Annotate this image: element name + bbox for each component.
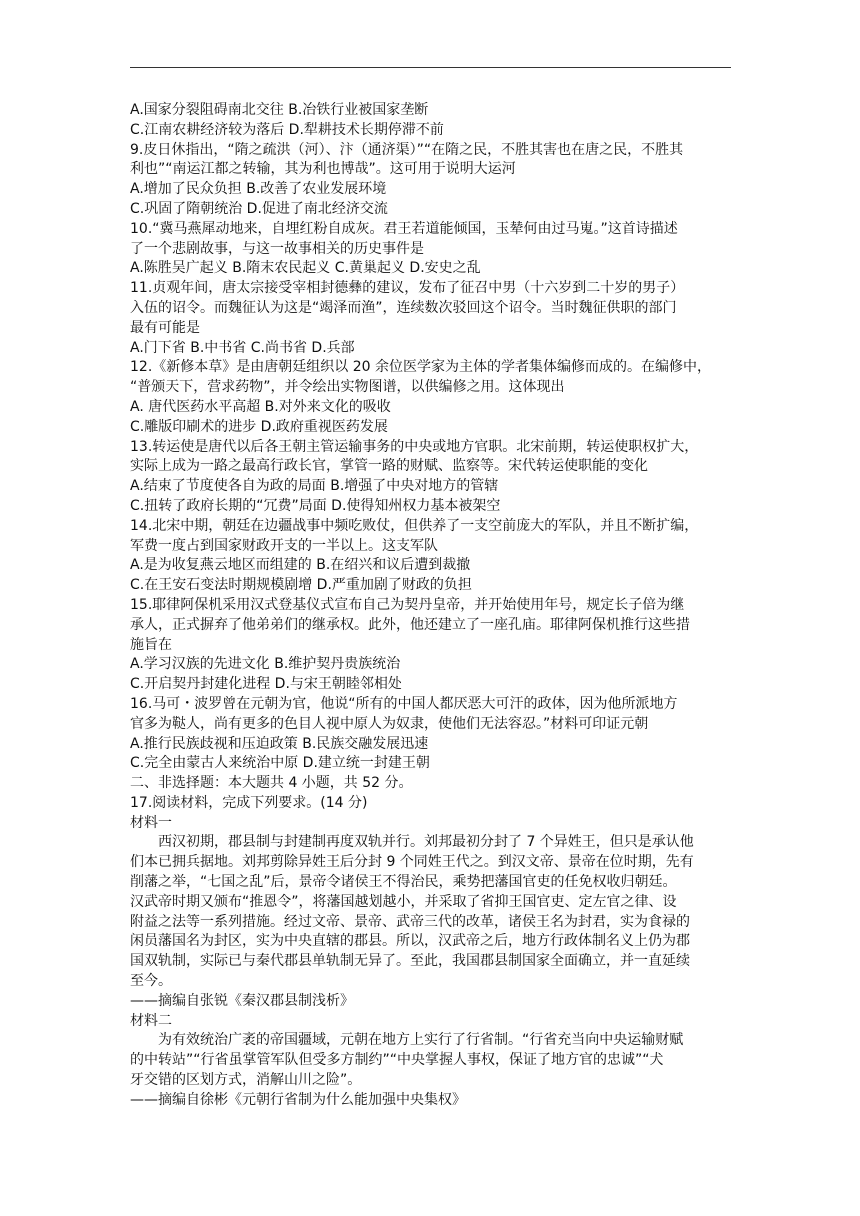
text-line: A.学习汉族的先进文化 B.维护契丹贵族统治: [130, 656, 401, 673]
text-line: 14.北宋中期，朝廷在边疆战事中频吃败仗，但供养了一支空前庞大的军队，并且不断扩编，: [130, 517, 699, 534]
text-line: 11.贞观年间，唐太宗接受宰相封德彝的建议，发布了征召中男（十六岁到二十岁的男子）: [130, 280, 685, 297]
text-line: 承人，正式摒弃了他弟弟们的继承权。此外，他还建立了一座孔庙。耶律阿保机推行这些措: [130, 616, 690, 633]
text-line: 至今。: [130, 973, 172, 990]
text-line: 12.《新修本草》是由唐朝廷组织以 20 余位医学家为主体的学者集体编修而成的。在编修中，: [130, 359, 711, 376]
text-line: C.开启契丹封建化进程 D.与宋王朝睦邻相处: [130, 676, 402, 693]
text-line: “普颁天下，营求药物”，并令绘出实物图谱，以供编修之用。这体现出: [130, 379, 565, 396]
text-line: 附益之法等一系列措施。经过文帝、景帝、武帝三代的改革，诸侯王名为封君，实为食禄的: [130, 913, 690, 930]
text-line: 施旨在: [130, 636, 172, 653]
text-line: A.增加了民众负担 B.改善了农业发展环境: [130, 181, 387, 198]
text-line: 利也”“南运江都之转输，其为利也博哉”。这可用于说明大运河: [130, 161, 516, 178]
text-line: C.扭转了政府长期的“冗费”局面 D.使得知州权力基本被架空: [130, 497, 501, 514]
text-line: 国双轨制，实际已与秦代郡县单轨制无异了。至此，我国郡县制国家全面确立，并一直延续: [130, 953, 690, 970]
text-line: A.推行民族歧视和压迫政策 B.民族交融发展迅速: [130, 735, 429, 752]
text-line: 汉武帝时期又颁布“推恩令”，将藩国越划越小，并采取了省抑王国官吏、定左官之律、设: [130, 893, 677, 910]
text-line: 最有可能是: [130, 319, 200, 336]
text-line: 材料一: [130, 814, 172, 831]
text-line: A.是为收复燕云地区而组建的 B.在绍兴和议后遭到裁撤: [130, 557, 471, 574]
text-line: ——摘编自张锐《秦汉郡县制浅析》: [130, 992, 354, 1009]
text-line: 9.皮日休指出，“隋之疏洪（河）、汴（通济渠）”“在隋之民，不胜其害也在唐之民，不胜其: [130, 141, 684, 158]
header-rule: [130, 67, 731, 68]
text-line: 二、非选择题：本大题共 4 小题，共 52 分。: [130, 775, 413, 792]
text-line: 16.马可・波罗曾在元朝为官，他说“所有的中国人都厌恶大可汗的政体，因为他所派地方: [130, 695, 678, 712]
text-line: 削藩之举，“七国之乱”后，景帝令诸侯王不得治民，乘势把藩国官吏的任免权收归朝廷。: [130, 874, 677, 891]
document-body: [130, 101, 731, 1111]
text-line: 15.耶律阿保机采用汉式登基仪式宣布自己为契丹皇帝，并开始使用年号，规定长子倍为继: [130, 596, 685, 613]
text-line: 为有效统治广袤的帝国疆域，元朝在地方上实行了行省制。“行省充当向中央运输财赋: [158, 1032, 684, 1049]
text-line: 的中转站”“行省虽掌管军队但受多方制约”“中央掌握人事权，保证了地方官的忠诚”“犬: [130, 1052, 664, 1069]
text-line: A.门下省 B.中书省 C.尚书省 D.兵部: [130, 339, 355, 356]
text-line: 了一个悲剧故事，与这一故事相关的历史事件是: [130, 240, 424, 257]
text-line: A.国家分裂阻碍南北交往 B.冶铁行业被国家垄断: [130, 102, 429, 118]
text-line: A.结束了节度使各自为政的局面 B.增强了中央对地方的管辖: [130, 478, 499, 495]
text-line: 13.转运使是唐代以后各王朝主管运输事务的中央或地方官职。北宋前期，转运使职权扩大，: [130, 438, 699, 455]
text-line: ——摘编自徐彬《元朝行省制为什么能加强中央集权》: [130, 1091, 466, 1108]
text-line: 牙交错的区划方式，消解山川之险”。: [130, 1072, 362, 1089]
text-line: 入伍的诏令。而魏征认为这是“竭泽而渔”，连续数次驳回这个诏令。当时魏征供职的部门: [130, 299, 677, 316]
text-line: 官多为鞑人，尚有更多的色目人视中原人为奴隶，使他们无法容忍。”材料可印证元朝: [130, 715, 649, 732]
text-line: 们本已拥兵据地。刘邦剪除异姓王后分封 9 个同姓王代之。到汉文帝、景帝在位时期，先有: [130, 854, 694, 871]
text-line: C.江南农耕经济较为落后 D.犁耕技术长期停滞不前: [130, 121, 444, 138]
text-line: C.在王安石变法时期规模剧增 D.严重加剧了财政的负担: [130, 577, 472, 594]
text-line: C.雕版印刷术的进步 D.政府重视医药发展: [130, 418, 388, 435]
text-line: A.陈胜吴广起义 B.隋末农民起义 C.黄巢起义 D.安史之乱: [130, 260, 481, 277]
text-line: 实际上成为一路之最高行政长官，掌管一路的财赋、监察等。宋代转运使职能的变化: [130, 458, 648, 475]
text-line: 10.“冀马燕犀动地来，自埋红粉自成灰。君王若道能倾国，玉辇何由过马嵬。”这首诗描述: [130, 220, 678, 237]
text-line: 17.阅读材料，完成下列要求。(14 分): [130, 794, 368, 811]
text-line: 材料二: [130, 1012, 172, 1029]
text-line: 军费一度占到国家财政开支的一半以上。这支军队: [130, 537, 438, 554]
text-line: 闲员藩国名为封区，实为中央直辖的郡县。所以，汉武帝之后，地方行政体制名义上仍为郡: [130, 933, 690, 950]
text-line: C.巩固了隋朝统治 D.促进了南北经济交流: [130, 200, 388, 217]
text-line: 西汉初期，郡县制与封建制再度双轨并行。刘邦最初分封了 7 个异姓王，但只是承认他: [158, 834, 694, 851]
text-line: A. 唐代医药水平高超 B.对外来文化的吸收: [130, 398, 391, 415]
text-line: C.完全由蒙古人来统治中原 D.建立统一封建王朝: [130, 755, 430, 772]
